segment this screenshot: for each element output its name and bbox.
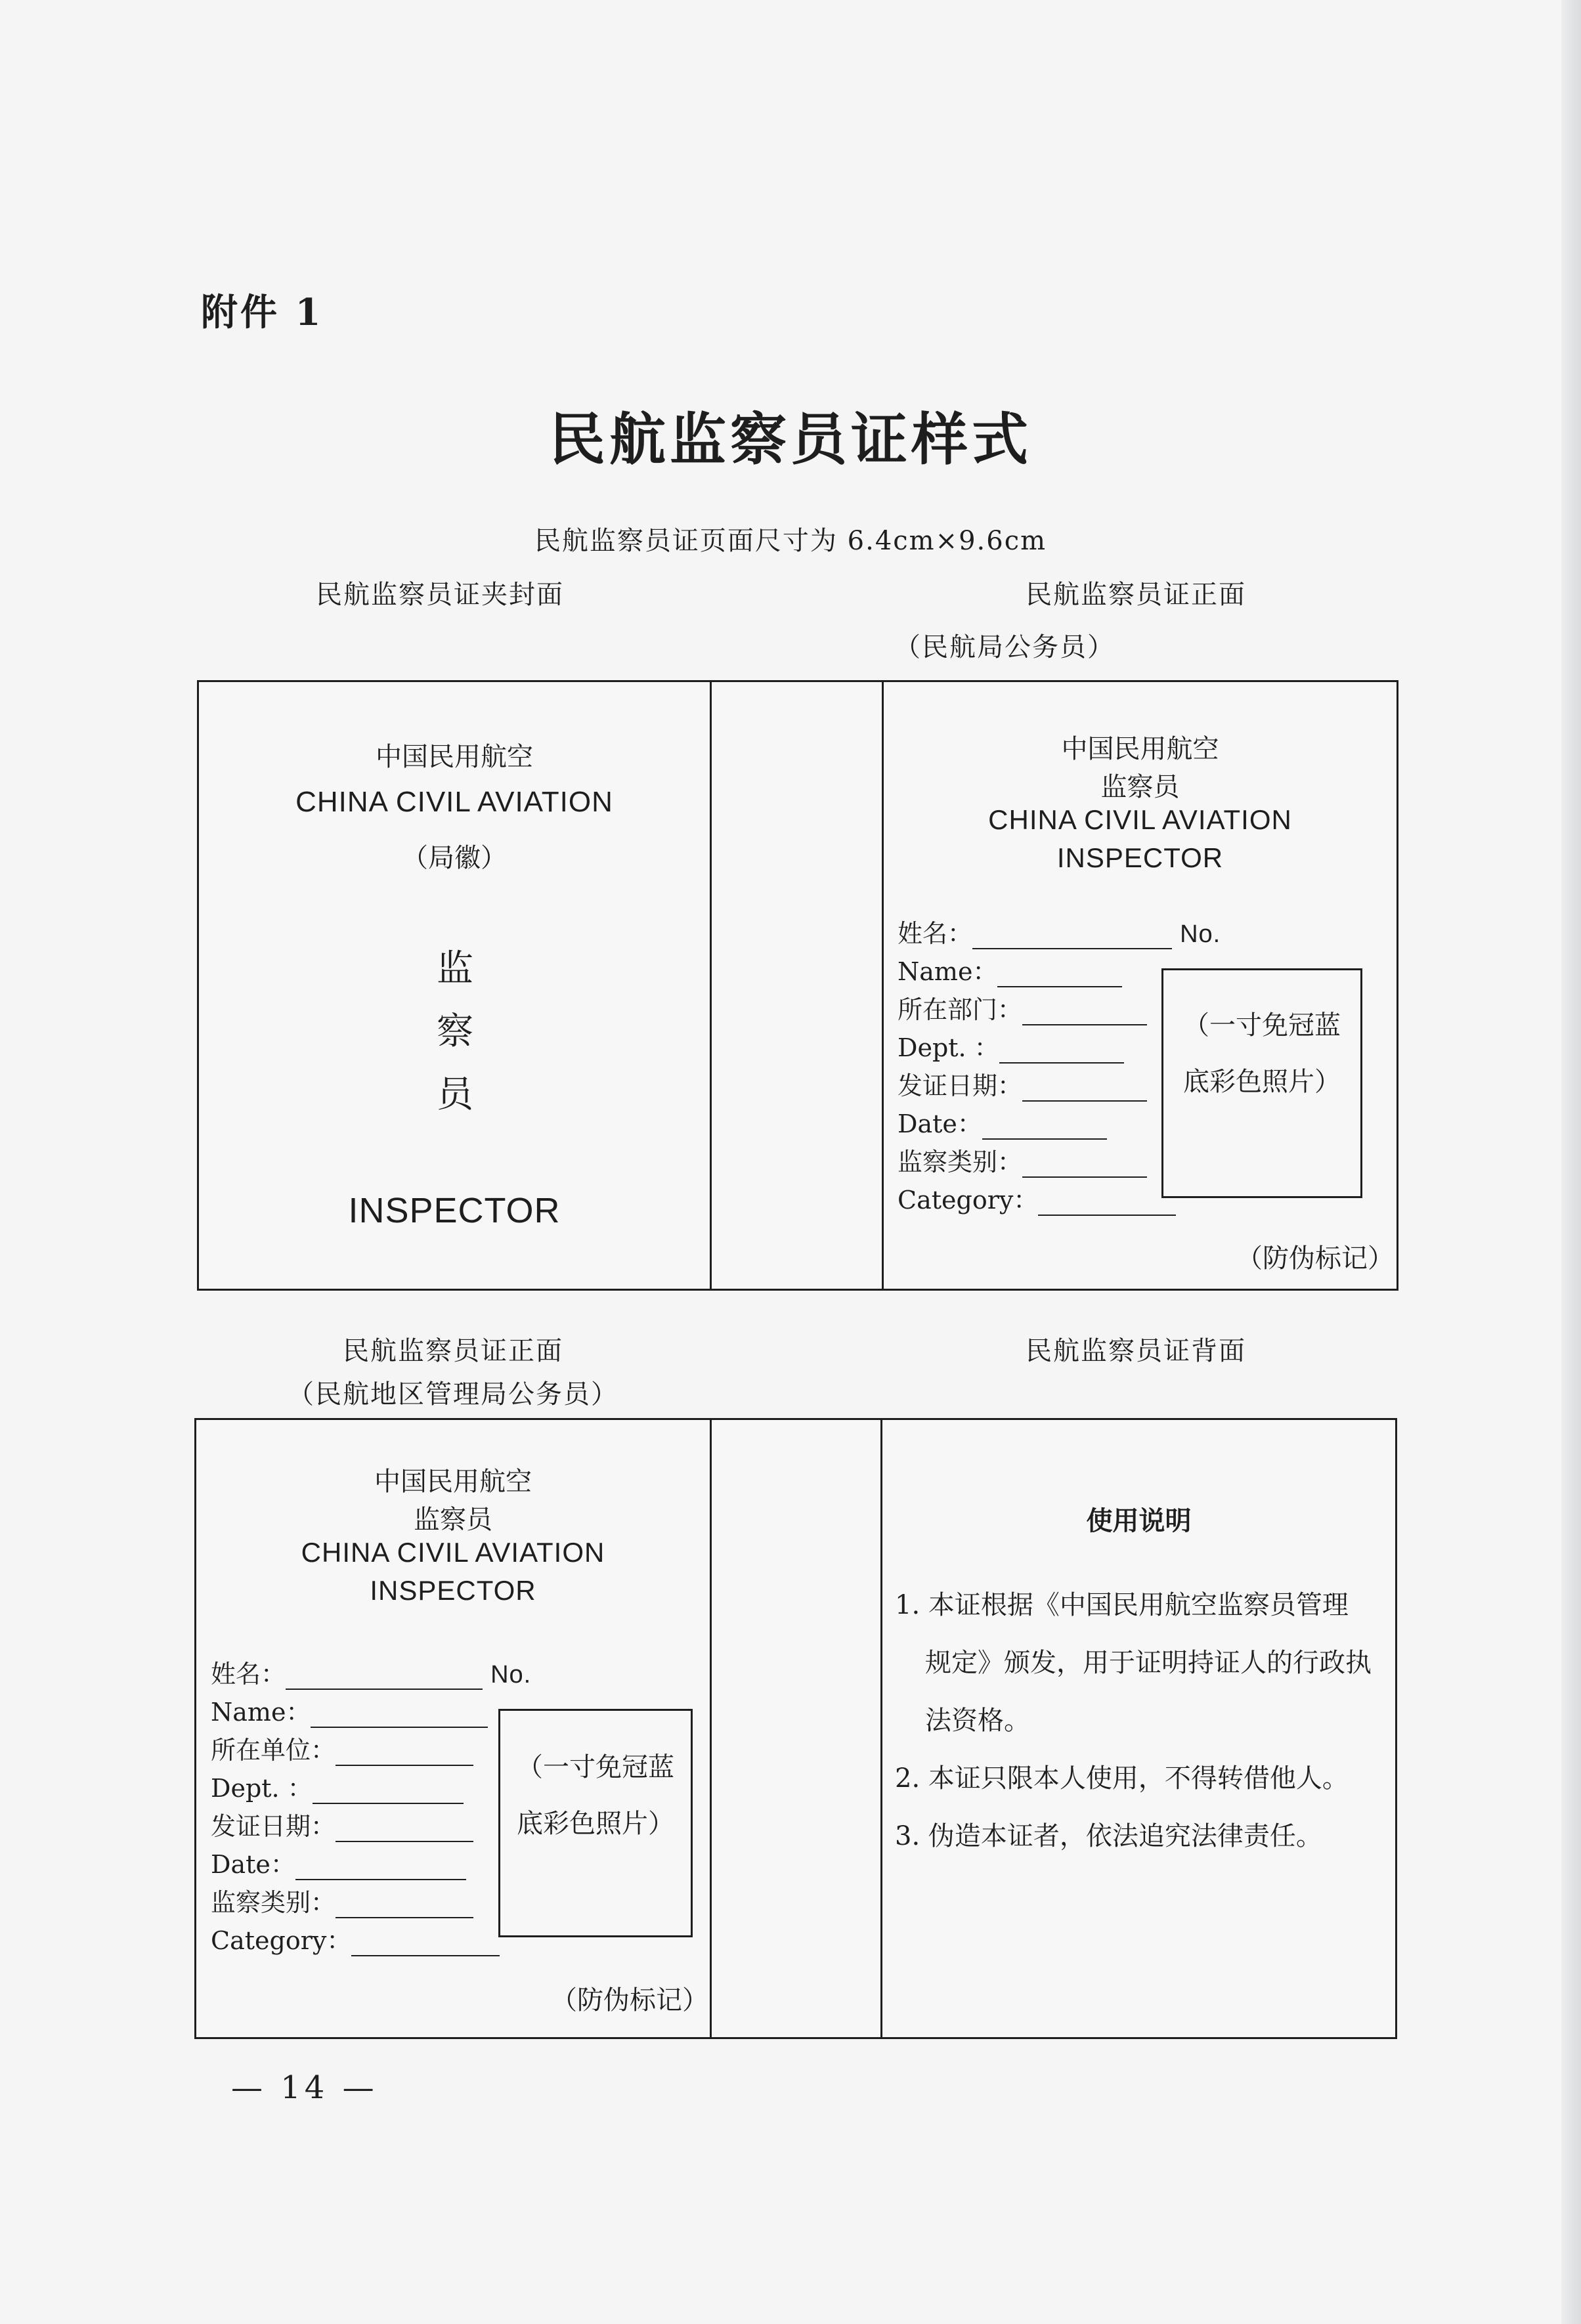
attachment-label: 附件 1 (201, 291, 324, 334)
page-title: 民航监察员证样式 (549, 406, 1032, 473)
front-org-en: CHINA CIVIL AVIATION (988, 804, 1292, 835)
cover-char-3: 员 (437, 1073, 473, 1116)
cover-char-2: 察 (437, 1010, 473, 1053)
field-date-cn: 发证日期： (898, 1065, 1147, 1102)
front-regional-role-en: INSPECTOR (370, 1575, 536, 1606)
card-divider (710, 682, 712, 1289)
caption-cover: 民航监察员证夹封面 (316, 580, 564, 610)
photo-label-2: 底彩色照片） (517, 1809, 674, 1839)
cover-org-cn: 中国民用航空 (376, 742, 533, 772)
photo-label-1: （一寸免冠蓝 (1183, 1010, 1341, 1041)
photo-label-2: 底彩色照片） (1183, 1067, 1341, 1097)
field-dept-en: Dept. ： (898, 1027, 1124, 1064)
size-note: 民航监察员证页面尺寸为 6.4cm×9.6cm (534, 526, 1047, 556)
field-name-cn: 姓名： No. (211, 1660, 532, 1689)
front-org-cn: 中国民用航空 (1061, 734, 1219, 764)
page-edge-shadow (1561, 0, 1581, 2324)
anti-counterfeit-mark: （防伪标记） (1236, 1243, 1394, 1274)
instruction-line-2: 规定》颁发，用于证明持证人的行政执 (925, 1648, 1372, 1678)
cover-title-en: INSPECTOR (348, 1191, 561, 1230)
id-card-front-and-back (194, 1418, 1397, 2039)
front-regional-org-en: CHINA CIVIL AVIATION (301, 1537, 605, 1568)
field-date-en: Date： (898, 1104, 1107, 1140)
id-card-cover-and-front (197, 680, 1398, 1291)
card-divider (710, 1420, 712, 2037)
cover-char-1: 监 (437, 947, 473, 990)
front-role-en: INSPECTOR (1056, 842, 1224, 873)
usage-instructions-heading: 使用说明 (1086, 1505, 1192, 1536)
caption-front-caac: 民航监察员证正面 (1026, 580, 1246, 610)
anti-counterfeit-mark: （防伪标记） (551, 1985, 708, 2015)
field-dept-cn: 所在单位： (211, 1730, 473, 1766)
field-name-cn: 姓名： No. (898, 919, 1221, 948)
photo-box (498, 1709, 693, 1937)
field-date-en: Date： (211, 1844, 466, 1880)
field-category-cn: 监察类别： (211, 1882, 473, 1918)
page-number: — 14 — (231, 2069, 378, 2106)
field-name-en: Name： (898, 951, 1122, 987)
front-regional-org-cn: 中国民用航空 (374, 1467, 532, 1497)
caption-front-caac-sub: （民航局公务员） (894, 632, 1115, 662)
field-dept-en: Dept. ： (211, 1768, 464, 1804)
caption-back: 民航监察员证背面 (1026, 1336, 1246, 1366)
front-role-cn: 监察员 (1100, 772, 1180, 802)
caption-front-regional: 民航监察员证正面 (343, 1336, 563, 1366)
field-category-en: Category： (211, 1920, 500, 1956)
field-name-en: Name： (211, 1692, 488, 1728)
instruction-line-5: 3. 伪造本证者，依法追究法律责任。 (895, 1821, 1322, 1851)
field-dept-cn: 所在部门： (898, 989, 1147, 1025)
field-date-cn: 发证日期： (211, 1806, 473, 1842)
cover-org-en: CHINA CIVIL AVIATION (295, 786, 613, 818)
cover-emblem: （局徽） (402, 843, 507, 873)
photo-label-1: （一寸免冠蓝 (517, 1752, 674, 1782)
photo-box (1161, 968, 1362, 1198)
instruction-line-3: 法资格。 (925, 1706, 1030, 1736)
instruction-line-1: 1. 本证根据《中国民用航空监察员管理 (895, 1590, 1349, 1620)
field-category-en: Category： (898, 1180, 1176, 1216)
caption-front-regional-sub: （民航地区管理局公务员） (288, 1379, 618, 1409)
front-regional-role-cn: 监察员 (414, 1505, 492, 1535)
instruction-line-4: 2. 本证只限本人使用，不得转借他人。 (895, 1763, 1349, 1794)
field-category-cn: 监察类别： (898, 1142, 1147, 1178)
